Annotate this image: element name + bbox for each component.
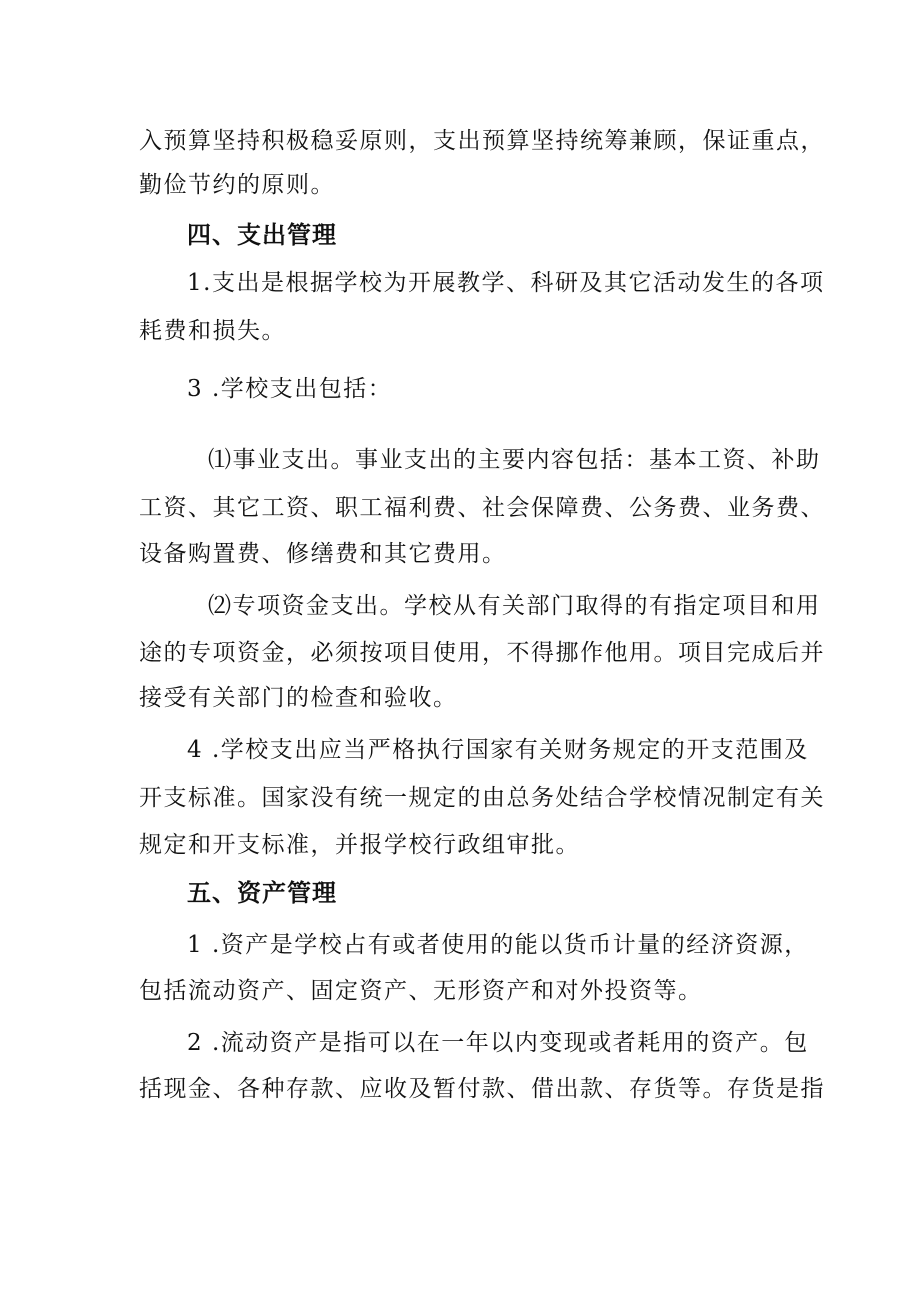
- paragraph-line: 入预算坚持积极稳妥原则，支出预算坚持统筹兼顾，保证重点，: [139, 128, 825, 154]
- section-heading: 四、支出管理: [187, 221, 337, 249]
- paragraph-line: 括现金、各种存款、应收及暂付款、借出款、存货等。存货是指: [139, 1076, 825, 1102]
- paragraph-line: 设备购置费、修缮费和其它费用。: [139, 541, 507, 567]
- paragraph-line: 途的专项资金，必须按项目使用，不得挪作他用。项目完成后并: [139, 640, 825, 666]
- paragraph-line: 规定和开支标准，并报学校行政组审批。: [139, 832, 580, 858]
- section-heading: 五、资产管理: [187, 879, 337, 907]
- paragraph-line: ⑴事业支出。事业支出的主要内容包括：基本工资、补助: [208, 447, 821, 473]
- paragraph-line: 1 .资产是学校占有或者使用的能以货币计量的经济资源，: [187, 932, 809, 958]
- paragraph-line: 包括流动资产、固定资产、无形资产和对外投资等。: [139, 978, 703, 1004]
- paragraph-line: 4 .学校支出应当严格执行国家有关财务规定的开支范围及: [187, 737, 809, 763]
- paragraph-line: 工资、其它工资、职工福利费、社会保障费、公务费、业务费、: [139, 495, 825, 521]
- paragraph-line: 勤俭节约的原则。: [139, 172, 335, 198]
- paragraph-line: 3 .学校支出包括：: [187, 376, 393, 402]
- paragraph-line: 2 .流动资产是指可以在一年以内变现或者耗用的资产。包: [187, 1030, 809, 1056]
- paragraph-line: ⑵专项资金支出。学校从有关部门取得的有指定项目和用: [208, 593, 821, 619]
- paragraph-line: 耗费和损失。: [139, 318, 286, 344]
- paragraph-line: 开支标准。国家没有统一规定的由总务处结合学校情况制定有关: [139, 785, 825, 811]
- paragraph-line: 1.支出是根据学校为开展教学、科研及其它活动发生的各项: [187, 270, 825, 296]
- paragraph-line: 接受有关部门的检查和验收。: [139, 685, 458, 711]
